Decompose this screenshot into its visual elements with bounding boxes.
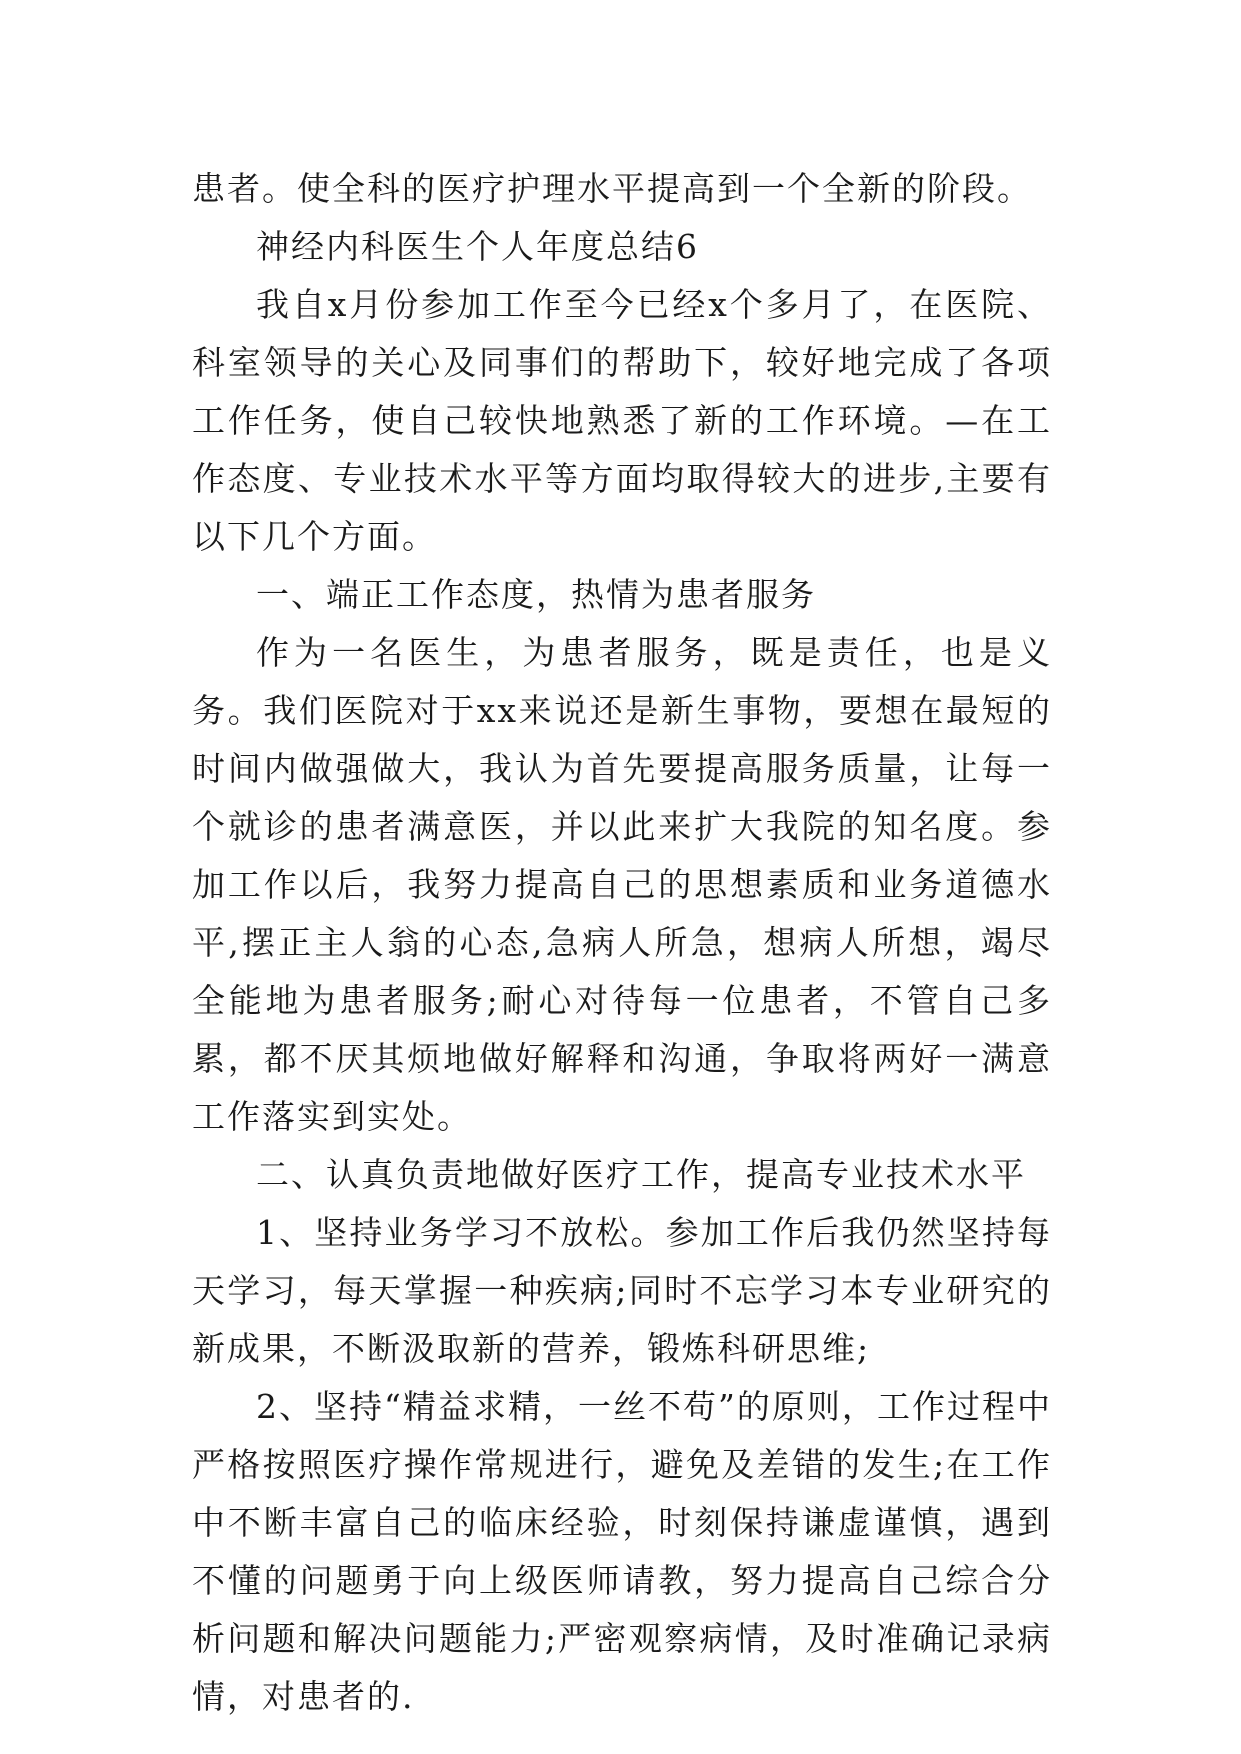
subheading-two: 二、认真负责地做好医疗工作，提高专业技术水平 bbox=[256, 1155, 1026, 1194]
paragraph-item-2: 2、坚持“精益求精，一丝不苟”的原则，工作过程中严格按照医疗操作常规进行，避免及差错的发生;在工作中不断丰富自己的临床经验，时刻保持谦虚谨慎，遇到不懂的问题勇于向上级医师请教，努力提高自己综合分析问题和解决问题能力;严密观察病情，及时准确记录病情，对患者的. bbox=[192, 1387, 1052, 1716]
paragraph-intro: 我自x月份参加工作至今已经x个多月了，在医院、科室领导的关心及同事们的帮助下，较好地完成了各项工作任务，使自己较快地熟悉了新的工作环境。—在工作态度、专业技术水平等方面均取得较大的进步,主要有以下几个方面。 bbox=[192, 285, 1052, 556]
paragraph-continuation: 患者。使全科的医疗护理水平提高到一个全新的阶段。 bbox=[192, 169, 1032, 208]
section-heading: 神经内科医生个人年度总结6 bbox=[256, 227, 699, 266]
document-body bbox=[192, 160, 1052, 1726]
subheading-one: 一、端正工作态度，热情为患者服务 bbox=[256, 575, 816, 614]
paragraph-service: 作为一名医生，为患者服务，既是责任，也是义务。我们医院对于xx来说还是新生事物，要想在最短的时间内做强做大，我认为首先要提高服务质量，让每一个就诊的患者满意医，并以此来扩大我院的知名度。参加工作以后，我努力提高自己的思想素质和业务道德水平,摆正主人翁的心态,急病人所急，想病人所想，竭尽全能地为患者服务;耐心对待每一位患者，不管自己多累，都不厌其烦地做好解释和沟通，争取将两好一满意工作落实到实处。 bbox=[192, 633, 1052, 1136]
paragraph-item-1: 1、坚持业务学习不放松。参加工作后我仍然坚持每天学习，每天掌握一种疾病;同时不忘学习本专业研究的新成果，不断汲取新的营养，锻炼科研思维; bbox=[192, 1213, 1052, 1368]
